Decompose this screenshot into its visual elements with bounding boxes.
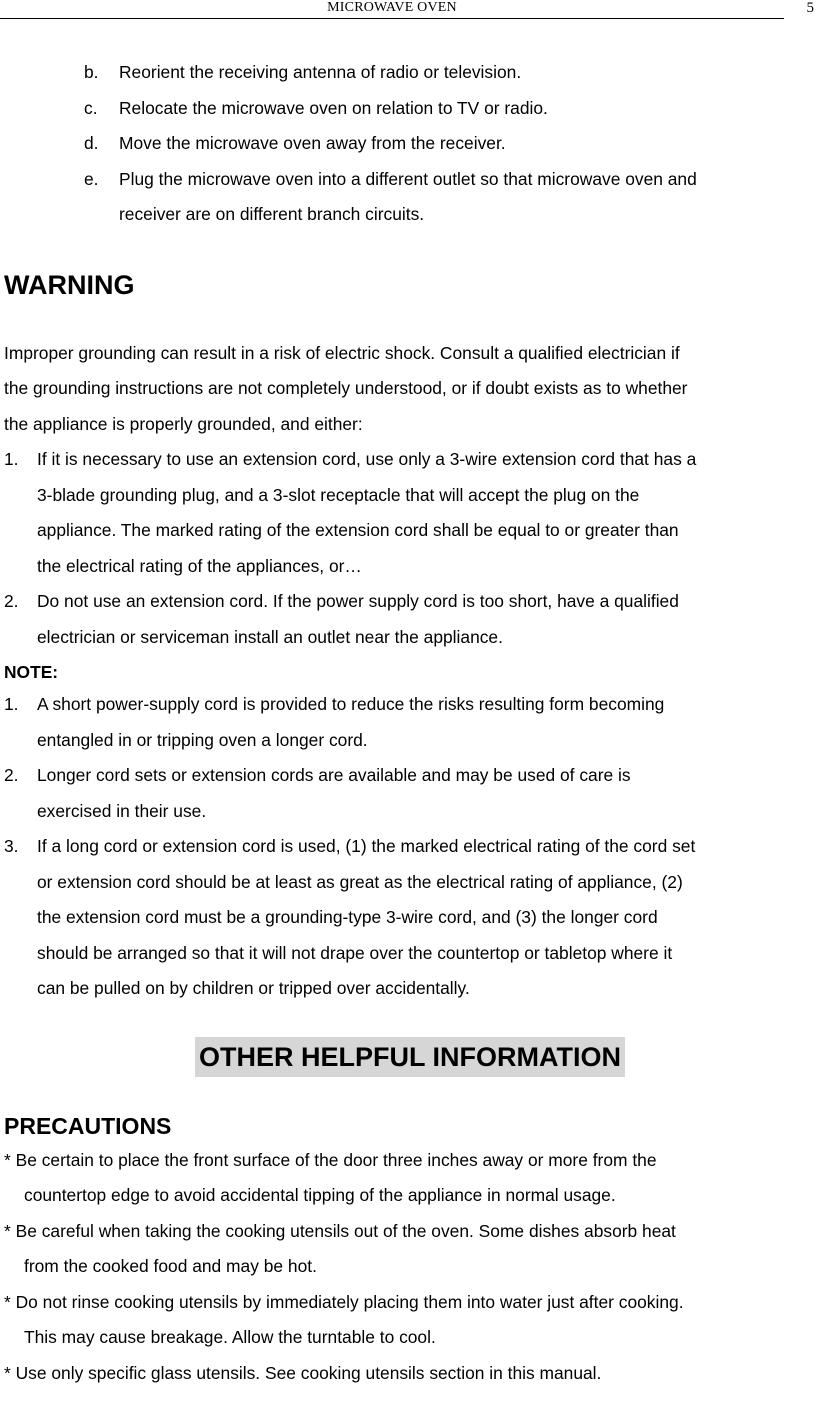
warning-intro bbox=[4, 336, 816, 443]
list-item-text: If a long cord or extension cord is used, (1) the marked electrical rating of the cord set bbox=[37, 836, 696, 856]
list-item-text: Reorient the receiving antenna of radio or television. bbox=[119, 62, 522, 82]
list-item-text: * Do not rinse cooking utensils by immediately placing them into water just after cooking. bbox=[4, 1291, 684, 1312]
list-item bbox=[4, 758, 816, 829]
interference-list bbox=[4, 55, 816, 233]
list-marker: 1. bbox=[4, 694, 19, 714]
list-item-text: from the cooked food and may be hot. bbox=[24, 1256, 317, 1276]
list-item-text: receiver are on different branch circuits. bbox=[119, 204, 425, 224]
note-heading: NOTE: bbox=[4, 662, 59, 682]
section-banner-wrap bbox=[4, 1037, 816, 1077]
list-marker: 2. bbox=[4, 591, 19, 611]
list-item-text: can be pulled on by children or tripped over accidentally. bbox=[37, 978, 470, 998]
list-item-text: the extension cord must be a grounding-type 3-wire cord, and (3) the longer cord bbox=[37, 907, 658, 927]
list-item-text: * Use only specific glass utensils. See cooking utensils section in this manual. bbox=[4, 1362, 602, 1383]
list-item-text: If it is necessary to use an extension cord, use only a 3-wire extension cord that has a bbox=[37, 449, 697, 469]
section-banner: OTHER HELPFUL INFORMATION bbox=[195, 1037, 625, 1077]
list-item bbox=[4, 1214, 816, 1285]
list-item-text: Longer cord sets or extension cords are available and may be used of care is bbox=[37, 765, 631, 785]
page-number: 5 bbox=[806, 0, 814, 16]
list-item-text: or extension cord should be at least as great as the electrical rating of appliance, (2) bbox=[37, 871, 683, 892]
list-item-text: * Be certain to place the front surface of the door three inches away or more from the bbox=[4, 1149, 657, 1170]
list-marker: d. bbox=[84, 133, 99, 153]
list-item-text: * Be careful when taking the cooking utensils out of the oven. Some dishes absorb heat bbox=[4, 1220, 676, 1241]
list-item bbox=[4, 1356, 816, 1392]
list-item-text: entangled in or tripping oven a longer cord. bbox=[37, 729, 368, 750]
note-list bbox=[4, 687, 816, 1007]
list-item-text: Relocate the microwave oven on relation to TV or radio. bbox=[119, 97, 548, 118]
list-item bbox=[4, 1285, 816, 1356]
precautions-heading: PRECAUTIONS bbox=[4, 1112, 172, 1139]
list-item-text: Do not use an extension cord. If the power supply cord is too short, have a qualified bbox=[37, 591, 679, 611]
list-item bbox=[4, 442, 816, 584]
list-marker: b. bbox=[84, 62, 99, 82]
warning-list bbox=[4, 442, 816, 655]
header-title: MICROWAVE OVEN bbox=[327, 0, 457, 15]
list-item-text: the electrical rating of the appliances, or… bbox=[37, 555, 362, 576]
list-marker: 2. bbox=[4, 765, 19, 785]
page-content bbox=[4, 55, 816, 1391]
list-item-text: appliance. The marked rating of the extension cord shall be equal to or greater than bbox=[37, 520, 679, 540]
page-header bbox=[0, 0, 784, 19]
list-item-text: This may cause breakage. Allow the turntable to cool. bbox=[24, 1327, 436, 1347]
list-item-text: Plug the microwave oven into a different outlet so that microwave oven and bbox=[119, 168, 697, 189]
list-item-text: exercised in their use. bbox=[37, 800, 207, 821]
list-item bbox=[84, 162, 816, 233]
list-marker: e. bbox=[84, 168, 99, 189]
list-item-text: Move the microwave oven away from the receiver. bbox=[119, 133, 506, 153]
list-item bbox=[4, 829, 816, 1007]
list-item-text: electrician or serviceman install an outlet near the appliance. bbox=[37, 626, 503, 647]
list-marker: c. bbox=[84, 97, 98, 118]
list-marker: 1. bbox=[4, 449, 19, 469]
precautions-list bbox=[4, 1143, 816, 1392]
list-item bbox=[84, 91, 816, 127]
list-item bbox=[4, 584, 816, 655]
list-item bbox=[84, 126, 816, 162]
list-item-text: countertop edge to avoid accidental tipping of the appliance in normal usage. bbox=[24, 1185, 616, 1205]
warning-heading: WARNING bbox=[4, 269, 135, 300]
list-item-text: 3-blade grounding plug, and a 3-slot receptacle that will accept the plug on the bbox=[37, 484, 640, 505]
paragraph-line: the appliance is properly grounded, and either: bbox=[4, 413, 363, 434]
list-item bbox=[4, 687, 816, 758]
list-marker: 3. bbox=[4, 836, 19, 856]
list-item-text: A short power-supply cord is provided to reduce the risks resulting form becoming bbox=[37, 694, 665, 714]
list-item bbox=[4, 1143, 816, 1214]
paragraph-line: Improper grounding can result in a risk of electric shock. Consult a qualified electrician if bbox=[4, 342, 680, 363]
list-item-text: should be arranged so that it will not drape over the countertop or tabletop where it bbox=[37, 942, 673, 963]
paragraph-line: the grounding instructions are not completely understood, or if doubt exists as to whether bbox=[4, 378, 688, 398]
list-item bbox=[84, 55, 816, 91]
